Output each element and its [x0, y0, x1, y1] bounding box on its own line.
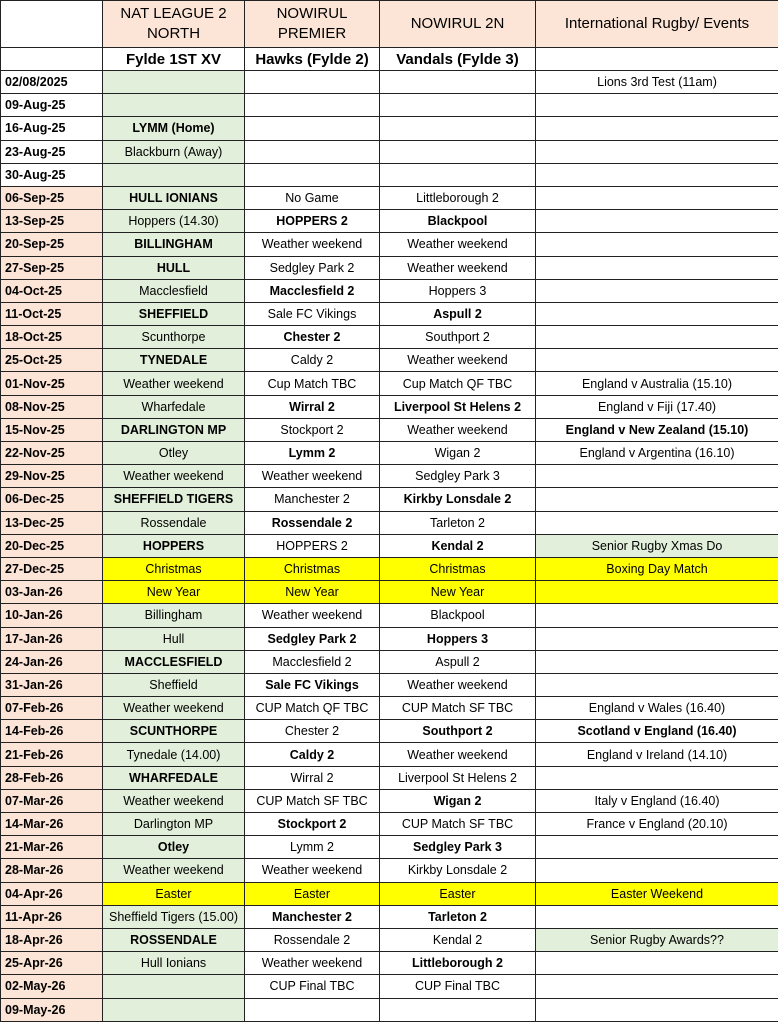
- fylde-1st-cell: Darlington MP: [103, 813, 245, 836]
- fixture-row: [1, 743, 778, 766]
- event-cell: [536, 94, 778, 117]
- fixture-row: [1, 952, 778, 975]
- vandals-cell: Easter: [380, 882, 536, 905]
- vandals-cell: Littleborough 2: [380, 952, 536, 975]
- fylde-1st-cell: WHARFEDALE: [103, 766, 245, 789]
- hawks-cell: Sale FC Vikings: [245, 673, 380, 696]
- vandals-cell: [380, 71, 536, 94]
- date-cell: 09-May-26: [1, 998, 103, 1021]
- event-cell: England v Wales (16.40): [536, 697, 778, 720]
- fylde-1st-cell: Otley: [103, 836, 245, 859]
- hawks-cell: [245, 140, 380, 163]
- date-cell: 11-Oct-25: [1, 302, 103, 325]
- event-cell: [536, 836, 778, 859]
- fylde-1st-cell: Weather weekend: [103, 859, 245, 882]
- hawks-cell: New Year: [245, 581, 380, 604]
- fixture-row: [1, 511, 778, 534]
- hawks-cell: Lymm 2: [245, 442, 380, 465]
- fylde-1st-cell: HOPPERS: [103, 534, 245, 557]
- date-cell: 13-Sep-25: [1, 210, 103, 233]
- fixture-row: [1, 557, 778, 580]
- fixture-row: [1, 186, 778, 209]
- fylde-1st-cell: Hoppers (14.30): [103, 210, 245, 233]
- subheader-fylde-1st: Fylde 1ST XV: [103, 48, 245, 71]
- event-cell: [536, 627, 778, 650]
- vandals-cell: Weather weekend: [380, 673, 536, 696]
- hawks-cell: [245, 998, 380, 1021]
- fixture-row: [1, 627, 778, 650]
- fixture-row: [1, 326, 778, 349]
- vandals-cell: Blackpool: [380, 604, 536, 627]
- vandals-cell: [380, 140, 536, 163]
- vandals-cell: Weather weekend: [380, 743, 536, 766]
- vandals-cell: Blackpool: [380, 210, 536, 233]
- event-cell: Boxing Day Match: [536, 557, 778, 580]
- hawks-cell: Sale FC Vikings: [245, 302, 380, 325]
- fylde-1st-cell: LYMM (Home): [103, 117, 245, 140]
- hawks-cell: Weather weekend: [245, 233, 380, 256]
- date-cell: 13-Dec-25: [1, 511, 103, 534]
- vandals-cell: Kendal 2: [380, 928, 536, 951]
- fixture-row: [1, 465, 778, 488]
- vandals-cell: Kendal 2: [380, 534, 536, 557]
- fylde-1st-cell: Blackburn (Away): [103, 140, 245, 163]
- vandals-cell: Hoppers 3: [380, 627, 536, 650]
- fixture-row: [1, 488, 778, 511]
- hawks-cell: [245, 163, 380, 186]
- date-cell: 21-Mar-26: [1, 836, 103, 859]
- hawks-cell: CUP Match SF TBC: [245, 789, 380, 812]
- fylde-1st-cell: Weather weekend: [103, 789, 245, 812]
- fylde-1st-cell: SHEFFIELD TIGERS: [103, 488, 245, 511]
- date-cell: 18-Oct-25: [1, 326, 103, 349]
- event-cell: [536, 326, 778, 349]
- fylde-1st-cell: Sheffield: [103, 673, 245, 696]
- vandals-cell: Liverpool St Helens 2: [380, 395, 536, 418]
- fylde-1st-cell: Sheffield Tigers (15.00): [103, 905, 245, 928]
- date-cell: 02/08/2025: [1, 71, 103, 94]
- hawks-cell: Macclesfield 2: [245, 279, 380, 302]
- date-cell: 25-Oct-25: [1, 349, 103, 372]
- fylde-1st-cell: BILLINGHAM: [103, 233, 245, 256]
- date-cell: 11-Apr-26: [1, 905, 103, 928]
- fixture-row: [1, 256, 778, 279]
- date-cell: 18-Apr-26: [1, 928, 103, 951]
- hawks-cell: Weather weekend: [245, 604, 380, 627]
- fylde-1st-cell: [103, 94, 245, 117]
- fixture-row: [1, 71, 778, 94]
- fixture-row: [1, 975, 778, 998]
- date-cell: 17-Jan-26: [1, 627, 103, 650]
- vandals-cell: CUP Final TBC: [380, 975, 536, 998]
- hawks-cell: Caldy 2: [245, 743, 380, 766]
- event-cell: England v New Zealand (15.10): [536, 418, 778, 441]
- date-cell: 01-Nov-25: [1, 372, 103, 395]
- vandals-cell: Wigan 2: [380, 442, 536, 465]
- vandals-cell: CUP Match SF TBC: [380, 697, 536, 720]
- event-cell: Easter Weekend: [536, 882, 778, 905]
- date-cell: 27-Dec-25: [1, 557, 103, 580]
- fixture-row: [1, 720, 778, 743]
- date-cell: 22-Nov-25: [1, 442, 103, 465]
- hawks-cell: [245, 71, 380, 94]
- date-cell: 02-May-26: [1, 975, 103, 998]
- vandals-cell: Sedgley Park 3: [380, 836, 536, 859]
- event-cell: [536, 905, 778, 928]
- hawks-cell: [245, 117, 380, 140]
- event-cell: [536, 186, 778, 209]
- fixture-row: [1, 905, 778, 928]
- date-cell: 03-Jan-26: [1, 581, 103, 604]
- hawks-cell: Wirral 2: [245, 395, 380, 418]
- fixture-row: [1, 233, 778, 256]
- vandals-cell: [380, 117, 536, 140]
- date-cell: 07-Feb-26: [1, 697, 103, 720]
- event-cell: [536, 766, 778, 789]
- fixture-row: [1, 673, 778, 696]
- event-cell: [536, 673, 778, 696]
- fylde-1st-cell: Hull Ionians: [103, 952, 245, 975]
- fylde-1st-cell: TYNEDALE: [103, 349, 245, 372]
- date-cell: 27-Sep-25: [1, 256, 103, 279]
- hawks-cell: Rossendale 2: [245, 511, 380, 534]
- vandals-cell: Wigan 2: [380, 789, 536, 812]
- hawks-cell: [245, 94, 380, 117]
- hawks-cell: Christmas: [245, 557, 380, 580]
- vandals-cell: Weather weekend: [380, 418, 536, 441]
- header-nowirul-2n: NOWIRUL 2N: [380, 1, 536, 48]
- date-cell: 06-Sep-25: [1, 186, 103, 209]
- vandals-cell: Aspull 2: [380, 650, 536, 673]
- hawks-cell: Wirral 2: [245, 766, 380, 789]
- fylde-1st-cell: ROSSENDALE: [103, 928, 245, 951]
- fylde-1st-cell: SCUNTHORPE: [103, 720, 245, 743]
- hawks-cell: Sedgley Park 2: [245, 627, 380, 650]
- event-cell: [536, 650, 778, 673]
- event-cell: [536, 581, 778, 604]
- date-cell: 06-Dec-25: [1, 488, 103, 511]
- vandals-cell: [380, 163, 536, 186]
- event-cell: [536, 465, 778, 488]
- hawks-cell: Sedgley Park 2: [245, 256, 380, 279]
- date-cell: 31-Jan-26: [1, 673, 103, 696]
- event-cell: Lions 3rd Test (11am): [536, 71, 778, 94]
- fixture-row: [1, 418, 778, 441]
- fixture-row: [1, 604, 778, 627]
- date-cell: 28-Feb-26: [1, 766, 103, 789]
- fixture-row: [1, 998, 778, 1021]
- hawks-cell: Lymm 2: [245, 836, 380, 859]
- vandals-cell: Kirkby Lonsdale 2: [380, 488, 536, 511]
- fylde-1st-cell: Weather weekend: [103, 465, 245, 488]
- fylde-1st-cell: [103, 71, 245, 94]
- fylde-1st-cell: Hull: [103, 627, 245, 650]
- fixture-row: [1, 210, 778, 233]
- hawks-cell: Stockport 2: [245, 418, 380, 441]
- fixture-row: [1, 650, 778, 673]
- date-cell: 14-Feb-26: [1, 720, 103, 743]
- hawks-cell: Stockport 2: [245, 813, 380, 836]
- fixture-row: [1, 94, 778, 117]
- hawks-cell: Weather weekend: [245, 859, 380, 882]
- fixture-row: [1, 534, 778, 557]
- fylde-1st-cell: Tynedale (14.00): [103, 743, 245, 766]
- hawks-cell: Weather weekend: [245, 952, 380, 975]
- header-nowirul-premier: NOWIRUL PREMIER: [245, 1, 380, 48]
- event-cell: [536, 349, 778, 372]
- header-international: International Rugby/ Events: [536, 1, 778, 48]
- event-cell: [536, 975, 778, 998]
- fixture-row: [1, 928, 778, 951]
- vandals-cell: [380, 998, 536, 1021]
- date-cell: 20-Sep-25: [1, 233, 103, 256]
- fixture-row: [1, 163, 778, 186]
- vandals-cell: Tarleton 2: [380, 511, 536, 534]
- date-cell: 07-Mar-26: [1, 789, 103, 812]
- fixture-row: [1, 302, 778, 325]
- vandals-cell: Weather weekend: [380, 256, 536, 279]
- vandals-cell: CUP Match SF TBC: [380, 813, 536, 836]
- event-cell: [536, 488, 778, 511]
- fylde-1st-cell: DARLINGTON MP: [103, 418, 245, 441]
- event-cell: [536, 279, 778, 302]
- fylde-1st-cell: New Year: [103, 581, 245, 604]
- fixture-row: [1, 836, 778, 859]
- hawks-cell: Chester 2: [245, 720, 380, 743]
- fixture-row: [1, 766, 778, 789]
- event-cell: [536, 256, 778, 279]
- date-cell: 25-Apr-26: [1, 952, 103, 975]
- event-cell: [536, 302, 778, 325]
- vandals-cell: Hoppers 3: [380, 279, 536, 302]
- event-cell: [536, 233, 778, 256]
- hawks-cell: Cup Match TBC: [245, 372, 380, 395]
- date-cell: 10-Jan-26: [1, 604, 103, 627]
- fylde-1st-cell: [103, 975, 245, 998]
- fylde-1st-cell: Christmas: [103, 557, 245, 580]
- fylde-1st-cell: Weather weekend: [103, 697, 245, 720]
- fylde-1st-cell: MACCLESFIELD: [103, 650, 245, 673]
- fixture-row: [1, 882, 778, 905]
- event-cell: Senior Rugby Awards??: [536, 928, 778, 951]
- fylde-1st-cell: [103, 163, 245, 186]
- hawks-cell: Manchester 2: [245, 905, 380, 928]
- fixture-row: [1, 117, 778, 140]
- hawks-cell: CUP Match QF TBC: [245, 697, 380, 720]
- fixture-row: [1, 697, 778, 720]
- event-cell: [536, 998, 778, 1021]
- date-cell: 04-Apr-26: [1, 882, 103, 905]
- date-cell: 24-Jan-26: [1, 650, 103, 673]
- fylde-1st-cell: HULL: [103, 256, 245, 279]
- vandals-cell: Liverpool St Helens 2: [380, 766, 536, 789]
- fixture-row: [1, 349, 778, 372]
- header-blank: [1, 1, 103, 48]
- hawks-cell: Macclesfield 2: [245, 650, 380, 673]
- fylde-1st-cell: Wharfedale: [103, 395, 245, 418]
- vandals-cell: [380, 94, 536, 117]
- fixture-row: [1, 789, 778, 812]
- date-cell: 28-Mar-26: [1, 859, 103, 882]
- event-cell: [536, 859, 778, 882]
- event-cell: [536, 604, 778, 627]
- team-header-row: [1, 48, 778, 71]
- hawks-cell: Chester 2: [245, 326, 380, 349]
- fixture-row: [1, 813, 778, 836]
- vandals-cell: Tarleton 2: [380, 905, 536, 928]
- fixture-row: [1, 859, 778, 882]
- date-cell: 29-Nov-25: [1, 465, 103, 488]
- vandals-cell: Littleborough 2: [380, 186, 536, 209]
- subheader-blank: [1, 48, 103, 71]
- date-cell: 04-Oct-25: [1, 279, 103, 302]
- hawks-cell: No Game: [245, 186, 380, 209]
- vandals-cell: Weather weekend: [380, 349, 536, 372]
- date-cell: 21-Feb-26: [1, 743, 103, 766]
- date-cell: 30-Aug-25: [1, 163, 103, 186]
- event-cell: England v Argentina (16.10): [536, 442, 778, 465]
- event-cell: [536, 210, 778, 233]
- fixture-row: [1, 442, 778, 465]
- subheader-hawks: Hawks (Fylde 2): [245, 48, 380, 71]
- date-cell: 14-Mar-26: [1, 813, 103, 836]
- hawks-cell: Manchester 2: [245, 488, 380, 511]
- fylde-1st-cell: Billingham: [103, 604, 245, 627]
- vandals-cell: Sedgley Park 3: [380, 465, 536, 488]
- event-cell: [536, 117, 778, 140]
- event-cell: England v Fiji (17.40): [536, 395, 778, 418]
- fylde-1st-cell: Rossendale: [103, 511, 245, 534]
- date-cell: 20-Dec-25: [1, 534, 103, 557]
- vandals-cell: Cup Match QF TBC: [380, 372, 536, 395]
- vandals-cell: Kirkby Lonsdale 2: [380, 859, 536, 882]
- date-cell: 15-Nov-25: [1, 418, 103, 441]
- vandals-cell: Christmas: [380, 557, 536, 580]
- subheader-events: [536, 48, 778, 71]
- vandals-cell: Southport 2: [380, 326, 536, 349]
- date-cell: 16-Aug-25: [1, 117, 103, 140]
- date-cell: 08-Nov-25: [1, 395, 103, 418]
- hawks-cell: Easter: [245, 882, 380, 905]
- event-cell: England v Australia (15.10): [536, 372, 778, 395]
- fylde-1st-cell: Scunthorpe: [103, 326, 245, 349]
- hawks-cell: CUP Final TBC: [245, 975, 380, 998]
- event-cell: [536, 140, 778, 163]
- date-cell: 23-Aug-25: [1, 140, 103, 163]
- event-cell: England v Ireland (14.10): [536, 743, 778, 766]
- hawks-cell: Caldy 2: [245, 349, 380, 372]
- hawks-cell: Rossendale 2: [245, 928, 380, 951]
- fylde-1st-cell: Otley: [103, 442, 245, 465]
- fylde-1st-cell: HULL IONIANS: [103, 186, 245, 209]
- event-cell: Scotland v England (16.40): [536, 720, 778, 743]
- fixture-row: [1, 581, 778, 604]
- subheader-vandals: Vandals (Fylde 3): [380, 48, 536, 71]
- hawks-cell: Weather weekend: [245, 465, 380, 488]
- fylde-1st-cell: Macclesfield: [103, 279, 245, 302]
- header-nat-league: NAT LEAGUE 2 NORTH: [103, 1, 245, 48]
- event-cell: France v England (20.10): [536, 813, 778, 836]
- league-header-row: [1, 1, 778, 48]
- hawks-cell: HOPPERS 2: [245, 210, 380, 233]
- event-cell: [536, 952, 778, 975]
- event-cell: Senior Rugby Xmas Do: [536, 534, 778, 557]
- fylde-1st-cell: Easter: [103, 882, 245, 905]
- event-cell: [536, 163, 778, 186]
- date-cell: 09-Aug-25: [1, 94, 103, 117]
- hawks-cell: HOPPERS 2: [245, 534, 380, 557]
- fylde-1st-cell: SHEFFIELD: [103, 302, 245, 325]
- vandals-cell: New Year: [380, 581, 536, 604]
- fixture-row: [1, 395, 778, 418]
- vandals-cell: Weather weekend: [380, 233, 536, 256]
- fylde-1st-cell: [103, 998, 245, 1021]
- vandals-cell: Southport 2: [380, 720, 536, 743]
- fixture-row: [1, 140, 778, 163]
- event-cell: Italy v England (16.40): [536, 789, 778, 812]
- fixture-row: [1, 279, 778, 302]
- vandals-cell: Aspull 2: [380, 302, 536, 325]
- fylde-1st-cell: Weather weekend: [103, 372, 245, 395]
- event-cell: [536, 511, 778, 534]
- fixture-row: [1, 372, 778, 395]
